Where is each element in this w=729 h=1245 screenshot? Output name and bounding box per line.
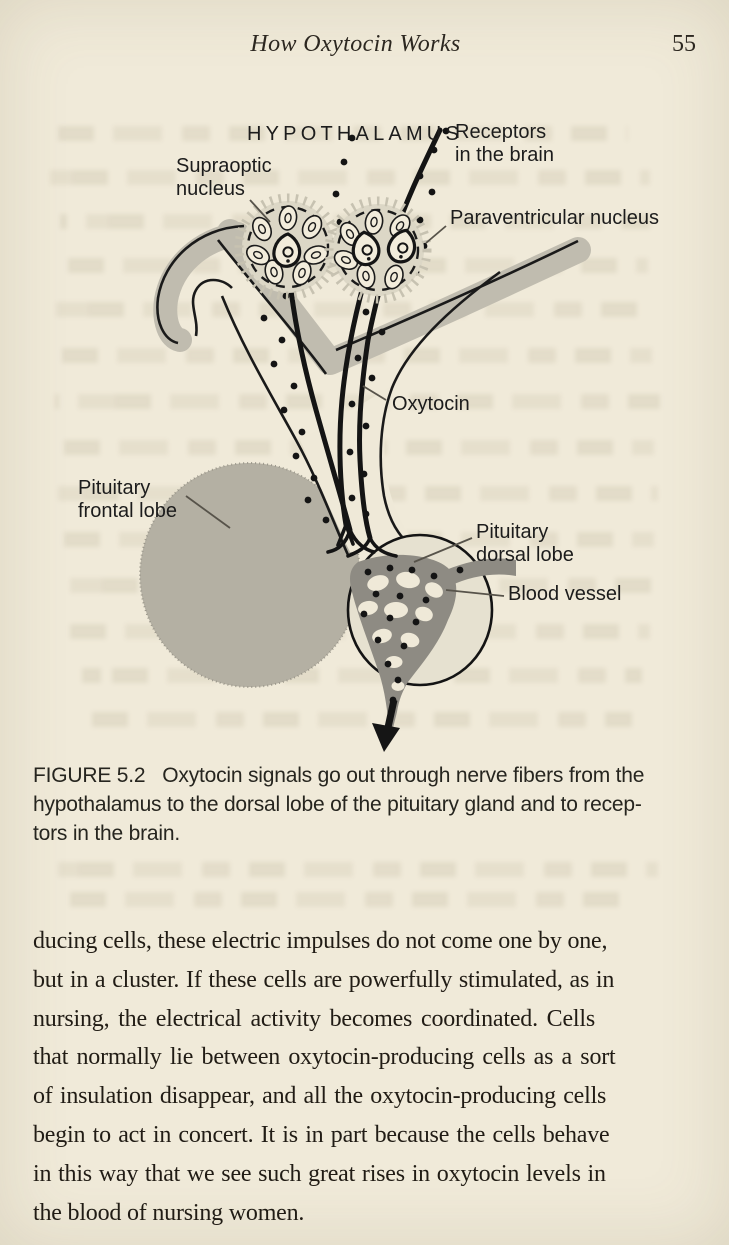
label-receptors-line1: Receptors (455, 121, 547, 143)
body-line: nursing, the electrical activity becomes coordinated. Cells (33, 1005, 596, 1032)
label-pituitary-dorsal-line1: Pituitary (476, 521, 549, 543)
body-line: of insulation disappear, and all the oxytocin-producing cells (33, 1083, 607, 1110)
figure-caption (33, 761, 703, 848)
label-paraventricular: Paraventricular nucleus (450, 207, 659, 229)
blood-vessel-mesh (350, 555, 516, 740)
pointer-paraventricular (426, 226, 446, 243)
body-line: the blood of nursing women. (33, 1199, 305, 1226)
label-oxytocin: Oxytocin (392, 393, 470, 415)
label-pituitary-frontal-line2: frontal lobe (78, 500, 177, 522)
body-line: ducing cells, these electric impulses do not come one by one, (33, 928, 608, 954)
body-line: begin to act in concert. It is in part because the cells behave (33, 1121, 610, 1148)
page-title: How Oxytocin Works (250, 31, 461, 57)
page-number: 55 (672, 31, 696, 57)
label-hypothalamus: HYPOTHALAMUS (247, 123, 463, 145)
flow-arrow (372, 700, 400, 752)
label-supraoptic-line1: Supraoptic (176, 155, 272, 177)
label-receptors-line2: in the brain (455, 144, 554, 166)
label-supraoptic-line2: nucleus (176, 178, 245, 200)
paraventricular-cluster (329, 201, 427, 299)
body-line: that normally lie between oxytocin-producing cells as a sort (33, 1044, 616, 1071)
body-line: in this way that we see such great rises in oxytocin levels in (33, 1160, 606, 1187)
label-pituitary-dorsal-line2: dorsal lobe (476, 544, 574, 566)
running-head (0, 31, 729, 61)
label-pituitary-frontal-line1: Pituitary (78, 477, 151, 499)
caption-line: tors in the brain. (33, 822, 180, 845)
caption-line: hypothalamus to the dorsal lobe of the pituitary gland and to recep- (33, 793, 642, 816)
caption-line: FIGURE 5.2 Oxytocin signals go out through nerve fibers from the (33, 764, 645, 787)
oxytocin-pathway-diagram (0, 100, 729, 765)
body-line: but in a cluster. If these cells are powerfully stimulated, as in (33, 966, 615, 993)
body-text (33, 922, 703, 1232)
label-blood-vessel: Blood vessel (508, 583, 622, 605)
